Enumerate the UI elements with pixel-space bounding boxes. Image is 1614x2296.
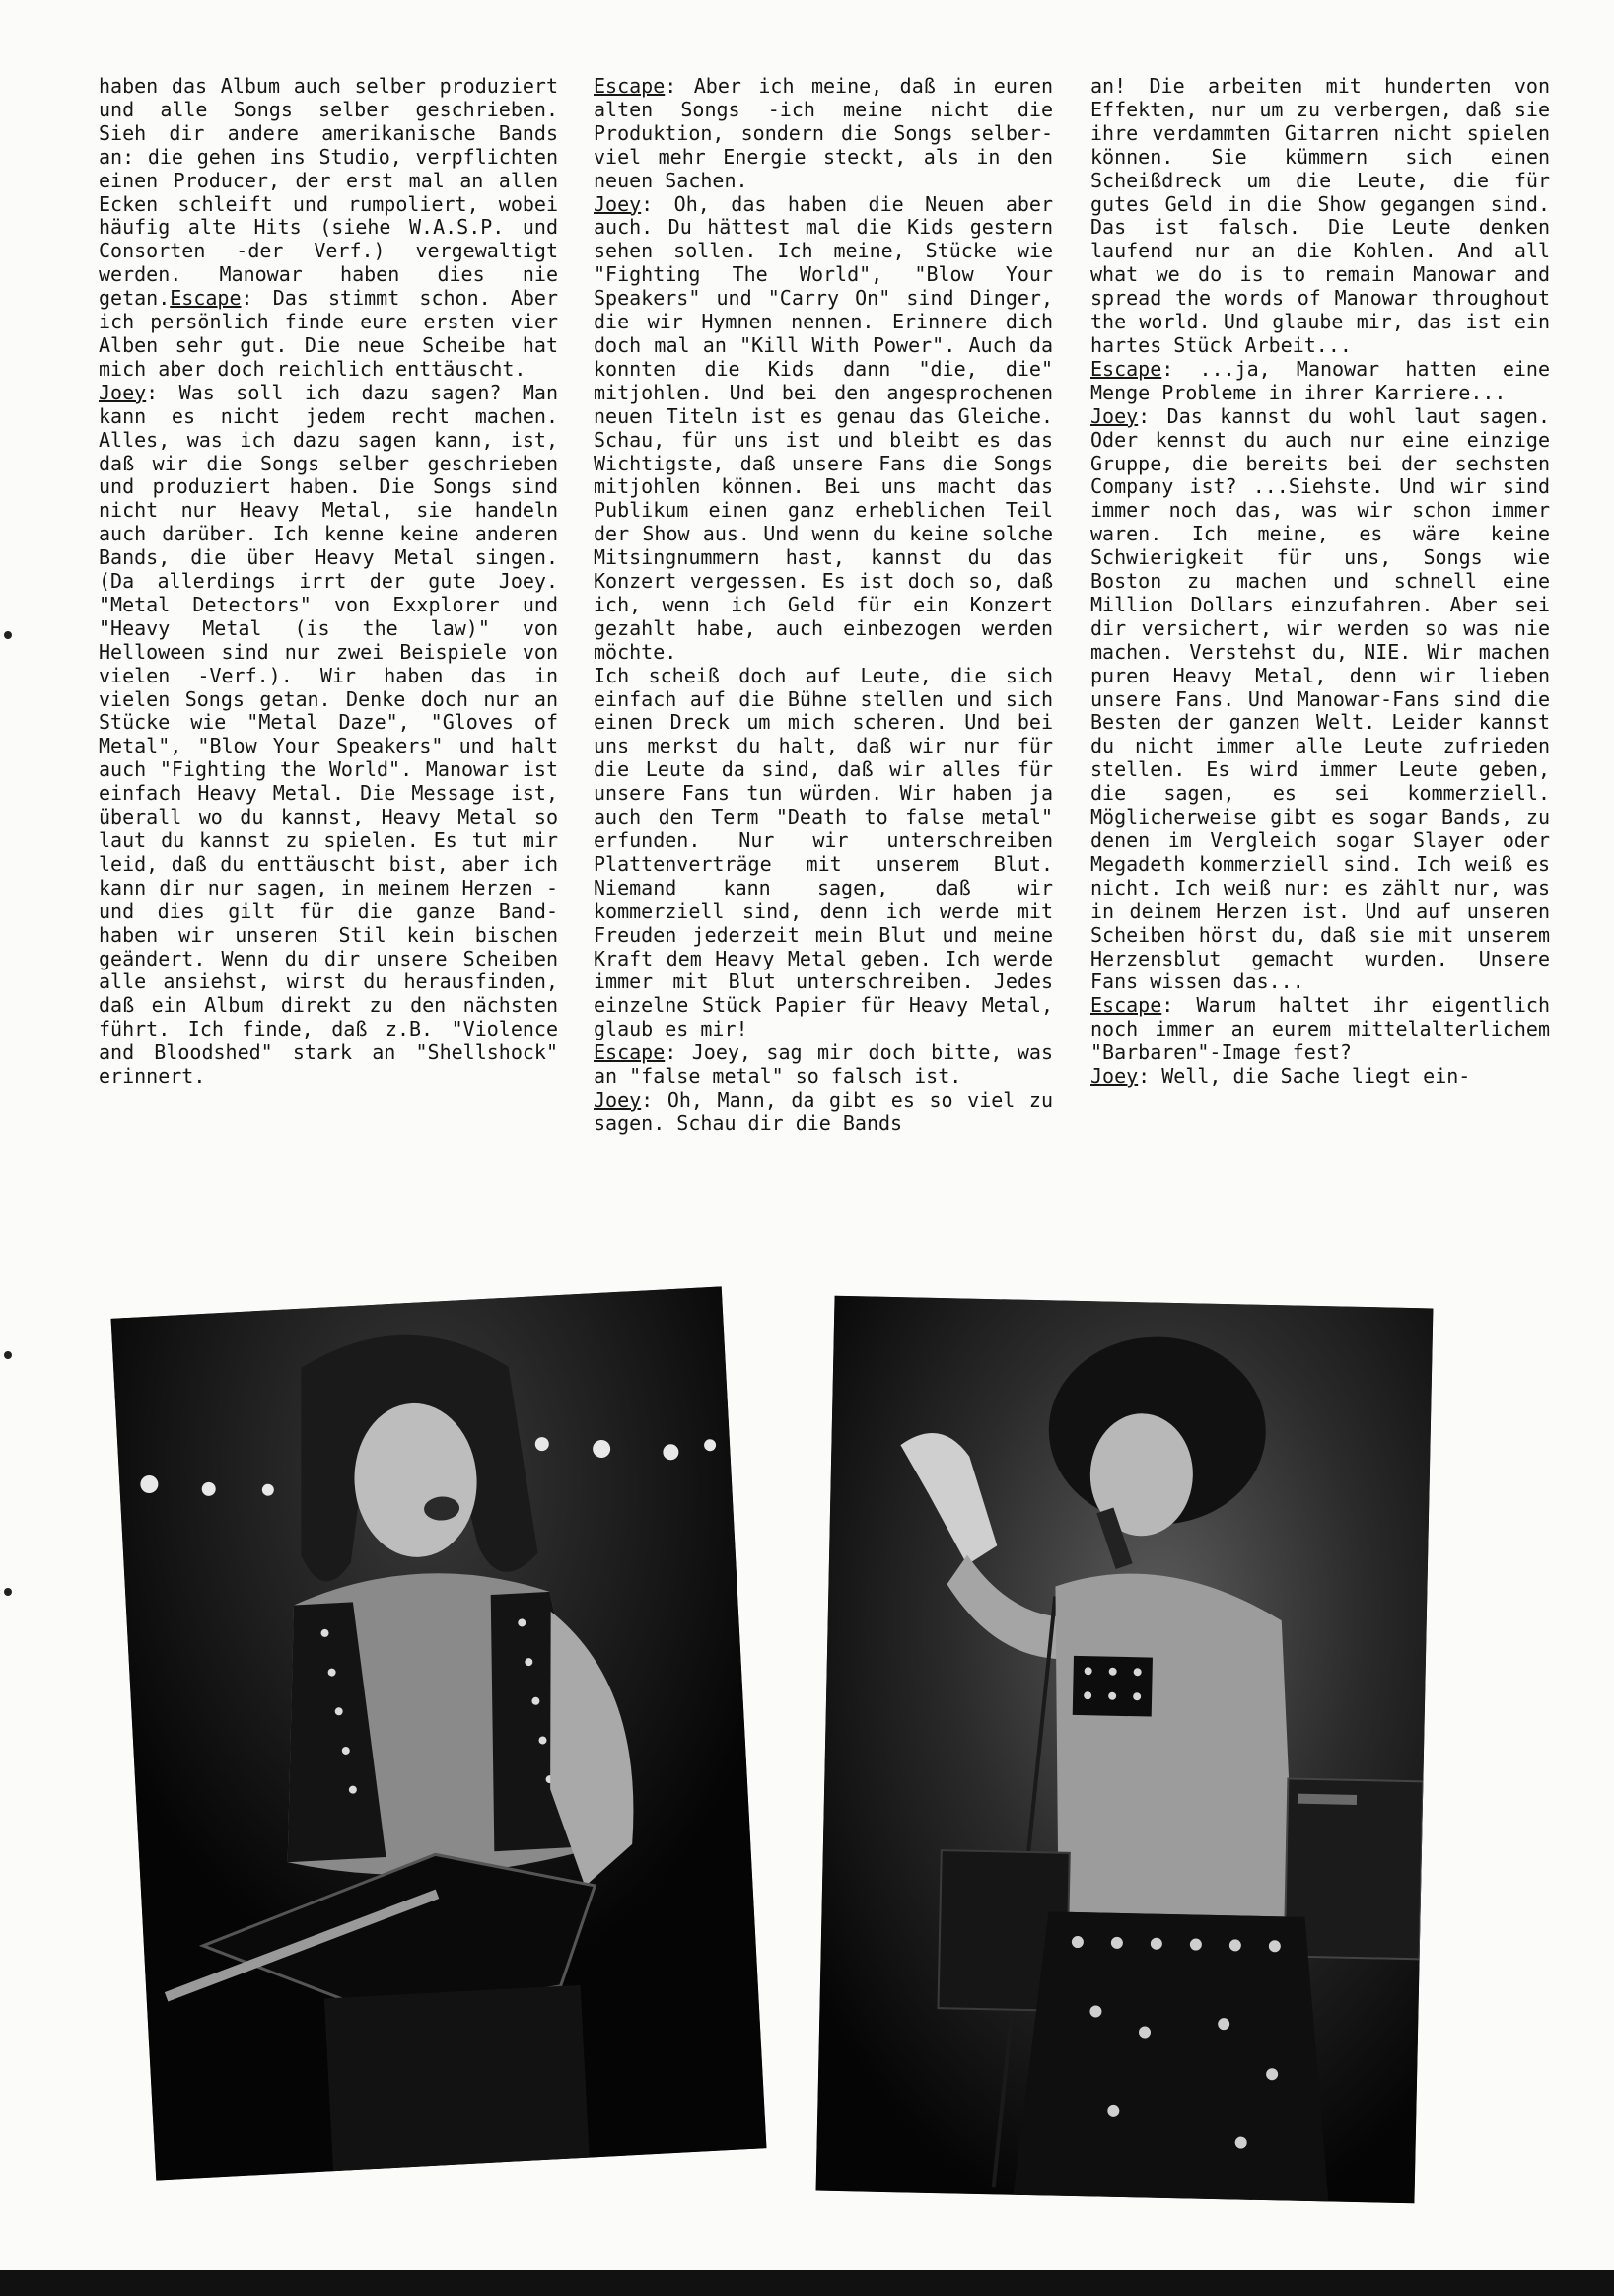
paragraph: Escape: Warum haltet ihr eigentlich noch immer an eurem mittelalterlichem "Barbaren"-Image fest?: [1090, 993, 1550, 1065]
paragraph: Joey: Well, die Sache liegt ein-: [1090, 1064, 1471, 1089]
paragraph: an! Die arbeiten mit hunderten von Effekten, nur um zu verbergen, daß sie ihre verdammten Gitarren nicht spielen können. Sie kümmern sich einen Scheißdreck um die Leute, die für gutes Geld in die Show gegangen sind. Das ist falsch. Die Leute denken laufend nur an die Kohlen. And all what we do is to remain Manowar and spread the words of Manowar throughout the world. Und glaube mir, das ist ein hartes Stück Arbeit...: [1090, 74, 1550, 357]
speaker-label: Joey: [99, 380, 147, 404]
speaker-label: Joey: [1090, 403, 1139, 428]
photo-guitarist: [111, 1286, 767, 2180]
paragraph: Ich scheiß doch auf Leute, die sich einfach auf die Bühne stellen und sich einen Dreck um mich scheren. Und bei uns merkst du halt, daß wir nur für die Leute da sind, daß wir alles für unsere Fans tun würden. Wir haben ja auch den Term "Death to false metal" erfunden. Nur wir unterschreiben Plattenverträge mit unserem Blut. Niemand kann sagen, daß wir kommerziell sind, denn ich werde mit Freuden jederzeit mein Blut und meine Kraft dem Heavy Metal geben. Ich werde immer mit Blut unterschreiben. Jedes einzelne Stück Papier für Heavy Metal, glaub es mir!: [594, 663, 1053, 1041]
paragraph: haben das Album auch selber produziert und alle Songs selber geschrieben. Sieh dir andere amerikanische Bands an: die gehen ins Studio, verpflichten einen Producer, der erst mal an allen Ecken schleift und rumpoliert, wobei häufig alte Hits (siehe W.A.S.P. und Consorten -der Verf.) vergewaltigt werden. Manowar haben dies nie getan.Escape: Das stimmt schon. Aber ich persönlich finde eure ersten vier Alben sehr gut. Die neue Scheibe hat mich aber doch reichlich enttäuscht.: [99, 74, 558, 381]
scan-mark: [4, 1351, 12, 1359]
speaker-label: Joey: [594, 1087, 642, 1112]
scan-border: [0, 2270, 1614, 2296]
paragraph: Joey: Was soll ich dazu sagen? Man kann es nicht jedem recht machen. Alles, was ich dazu sagen kann, ist, daß wir die Songs selber geschrieben und produziert haben. Die Songs sind nicht nur Heavy Metal, sie handeln auch darüber. Ich kenne keine anderen Bands, die über Heavy Metal singen. (Da allerdings irrt der gute Joey. "Metal Detectors" von Exxplorer und "Heavy Metal (is the law)" von Helloween sind nur zwei Beispiele von vielen -Verf.). Wir haben das in vielen Songs getan. Denke doch nur an Stücke wie "Metal Daze", "Gloves of Metal", "Blow Your Speakers" und halt auch "Fighting the World". Manowar ist einfach Heavy Metal. Die Message ist, überall wo du kannst, Heavy Metal so laut du kannst zu spielen. Es tut mir leid, daß du enttäuscht bist, aber ich kann dir nur sagen, in meinem Herzen -und dies gilt für die ganze Band- haben wir unseren Stil kein bischen geändert. Wenn du dir unsere Scheiben alle ansiehst, wirst du herausfinden, daß ein Album direkt zu den nächsten führt. Ich finde, daß z.B. "Violence and Bloodshed" stark an "Shellshock" erinnert.: [99, 380, 558, 1089]
article-column-2: [594, 75, 1053, 1136]
scan-mark: [4, 631, 12, 639]
paragraph: Joey: Oh, Mann, da gibt es so viel zu sagen. Schau dir die Bands: [594, 1087, 1053, 1135]
speaker-label: Escape: [594, 74, 666, 98]
speaker-label: Escape: [594, 1040, 666, 1065]
paragraph: Escape: ...ja, Manowar hatten eine Menge Probleme in ihrer Karriere...: [1090, 356, 1550, 404]
speaker-label: Escape: [170, 286, 242, 311]
photo-singer: [816, 1296, 1434, 2204]
paragraph: Joey: Das kannst du wohl laut sagen. Oder kennst du auch nur eine einzige Gruppe, die bereits bei der sechsten Company ist? ...Siehste. Und wir sind immer noch das, was wir schon immer waren. Ich meine, es wäre keine Schwierigkeit für uns, Songs wie Boston zu machen und schnell eine Million Dollars einzufahren. Aber sei dir versichert, wir werden so was nie machen. Verstehst du, NIE. Wir machen puren Heavy Metal, denn wir lieben unsere Fans. Und Manowar-Fans sind die Besten der ganzen Welt. Leider kannst du nicht immer alle Leute zufrieden stellen. Es wird immer Leute geben, die sagen, es sei kommerziell. Möglicherweise gibt es sogar Bands, zu denen im Vergleich sogar Slayer oder Megadeth kommerziell sind. Ich weiß es nicht. Ich weiß nur: es zählt nur, was in deinem Herzen ist. Und auf unseren Scheiben hörst du, daß sie mit unserem Herzensblut gemacht wurden. Unsere Fans wissen das...: [1090, 403, 1550, 994]
speaker-label: Escape: [1090, 993, 1162, 1018]
guitarist-illustration: [111, 1286, 767, 2180]
paragraph: Joey: Oh, das haben die Neuen aber auch. Du hättest mal die Kids gestern sehen sollen. Ich meine, Stücke wie "Fighting The World", "Blow Your Speakers" und "Carry On" sind Dinger, die wir Hymnen nennen. Erinnere dich doch mal an "Kill With Power". Auch da konnten die Kids dann "die, die" mitjohlen. Und bei den angesprochenen neuen Titeln ist es genau das Gleiche. Schau, für uns ist und bleibt es das Wichtigste, daß unsere Fans die Songs mitjohlen können. Bei uns macht das Publikum einen ganz erheblichen Teil der Show aus. Und wenn du keine solche Mitsingnummern hast, kannst du das Konzert vergessen. Es ist doch so, daß ich, wenn ich Geld für ein Konzert gezahlt habe, auch einbezogen werden möchte.: [594, 191, 1053, 664]
article-column-1: [99, 75, 558, 1089]
speaker-label: Escape: [1090, 356, 1162, 381]
paragraph: Escape: Aber ich meine, daß in euren alten Songs -ich meine nicht die Produktion, sondern die Songs selber- viel mehr Energie steckt, als in den neuen Sachen.: [594, 74, 1053, 192]
scan-mark: [4, 1588, 12, 1596]
article-column-3: [1090, 75, 1550, 1089]
paragraph: Escape: Joey, sag mir doch bitte, was an "false metal" so falsch ist.: [594, 1040, 1053, 1089]
speaker-label: Joey: [1090, 1064, 1139, 1089]
speaker-label: Joey: [594, 191, 642, 216]
singer-illustration: [816, 1296, 1434, 2204]
